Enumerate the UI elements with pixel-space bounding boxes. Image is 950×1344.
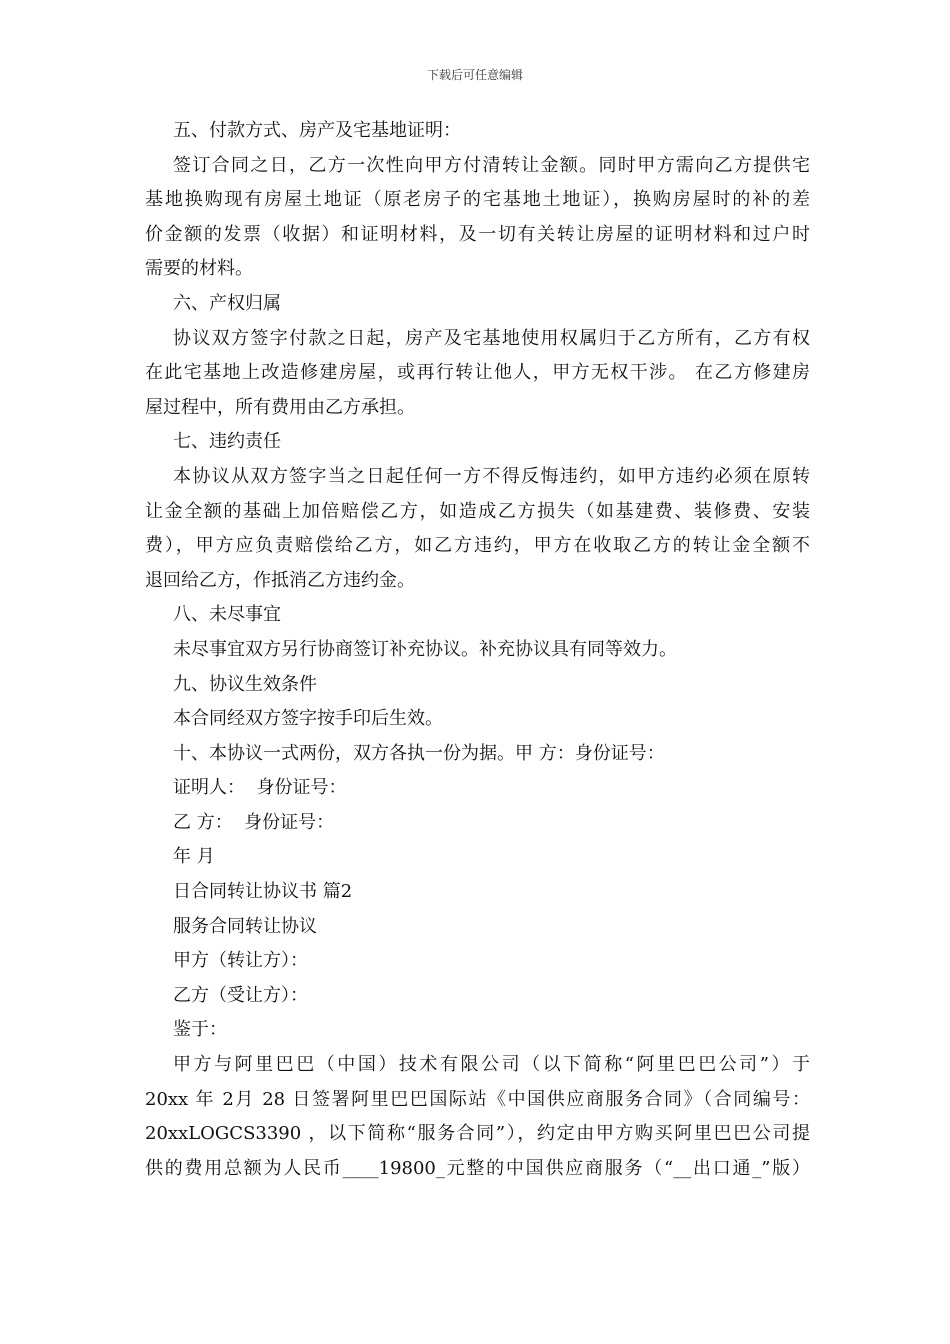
text-line: 未尽事宜双方另行协商签订补充协议。补充协议具有同等效力。 xyxy=(173,638,677,660)
text-line: 费），甲方应负责赔偿给乙方，如乙方违约，甲方在收取乙方的转让金全额不 xyxy=(145,535,810,557)
text-line: 证明人： 身份证号： xyxy=(173,777,347,799)
text-line: 甲方与阿里巴巴（中国）技术有限公司（以下简称“阿里巴巴公司”）于 xyxy=(173,1054,810,1076)
text-line: 本合同经双方签字按手印后生效。 xyxy=(173,708,443,730)
text-line: 甲方（转让方）： xyxy=(173,950,308,972)
text-line: 十、本协议一式两份，双方各执一份为据。甲 方：身份证号： xyxy=(173,742,665,764)
text-line: 五、付款方式、房产及宅基地证明： xyxy=(173,120,461,141)
page-header: 下载后可任意编辑 xyxy=(426,68,523,82)
text-line: 退回给乙方，作抵消乙方违约金。 xyxy=(145,569,415,591)
text-line: 九、协议生效条件 xyxy=(173,673,317,695)
text-line: 六、产权归属 xyxy=(173,292,281,314)
text-line: 八、未尽事宜 xyxy=(173,604,281,626)
text-line: 20xxLOGCS3390 ，以下简称“服务合同”），约定由甲方购买阿里巴巴公司提 xyxy=(145,1123,810,1145)
text-line: 七、违约责任 xyxy=(173,431,281,453)
text-line: 乙 方： 身份证号： xyxy=(173,811,335,833)
text-line: 日合同转让协议书 篇2 xyxy=(173,881,353,903)
text-line: 需要的材料。 xyxy=(145,258,253,280)
text-line: 年 月 xyxy=(173,846,215,868)
text-line: 供的费用总额为人民币____19800_元整的中国供应商服务（“__出口通_”版） xyxy=(145,1157,810,1179)
text-line: 鉴于： xyxy=(173,1019,227,1041)
text-line: 基地换购现有房屋土地证（原老房子的宅基地土地证），换购房屋时的补的差 xyxy=(145,189,810,211)
document-body xyxy=(145,114,810,1186)
text-line: 20xx 年 2月 28 日签署阿里巴巴国际站《中国供应商服务合同》（合同编号： xyxy=(145,1088,810,1110)
text-line: 乙方（受让方）： xyxy=(173,984,308,1006)
text-line: 在此宅基地上改造修建房屋，或再行转让他人，甲方无权干涉。 在乙方修建房 xyxy=(145,362,810,384)
text-line: 本协议从双方签字当之日起任何一方不得反悔违约，如甲方违约必须在原转 xyxy=(173,465,810,487)
text-line: 让金全额的基础上加倍赔偿乙方，如造成乙方损失（如基建费、装修费、安装 xyxy=(145,500,810,522)
text-line: 价金额的发票（收据）和证明材料，及一切有关转让房屋的证明材料和过户时 xyxy=(145,223,810,245)
text-line: 屋过程中，所有费用由乙方承担。 xyxy=(145,396,415,418)
text-line: 协议双方签字付款之日起，房产及宅基地使用权属归于乙方所有，乙方有权 xyxy=(173,327,810,349)
text-line: 签订合同之日，乙方一次性向甲方付清转让金额。同时甲方需向乙方提供宅 xyxy=(173,154,810,176)
text-line: 服务合同转让协议 xyxy=(173,915,317,937)
